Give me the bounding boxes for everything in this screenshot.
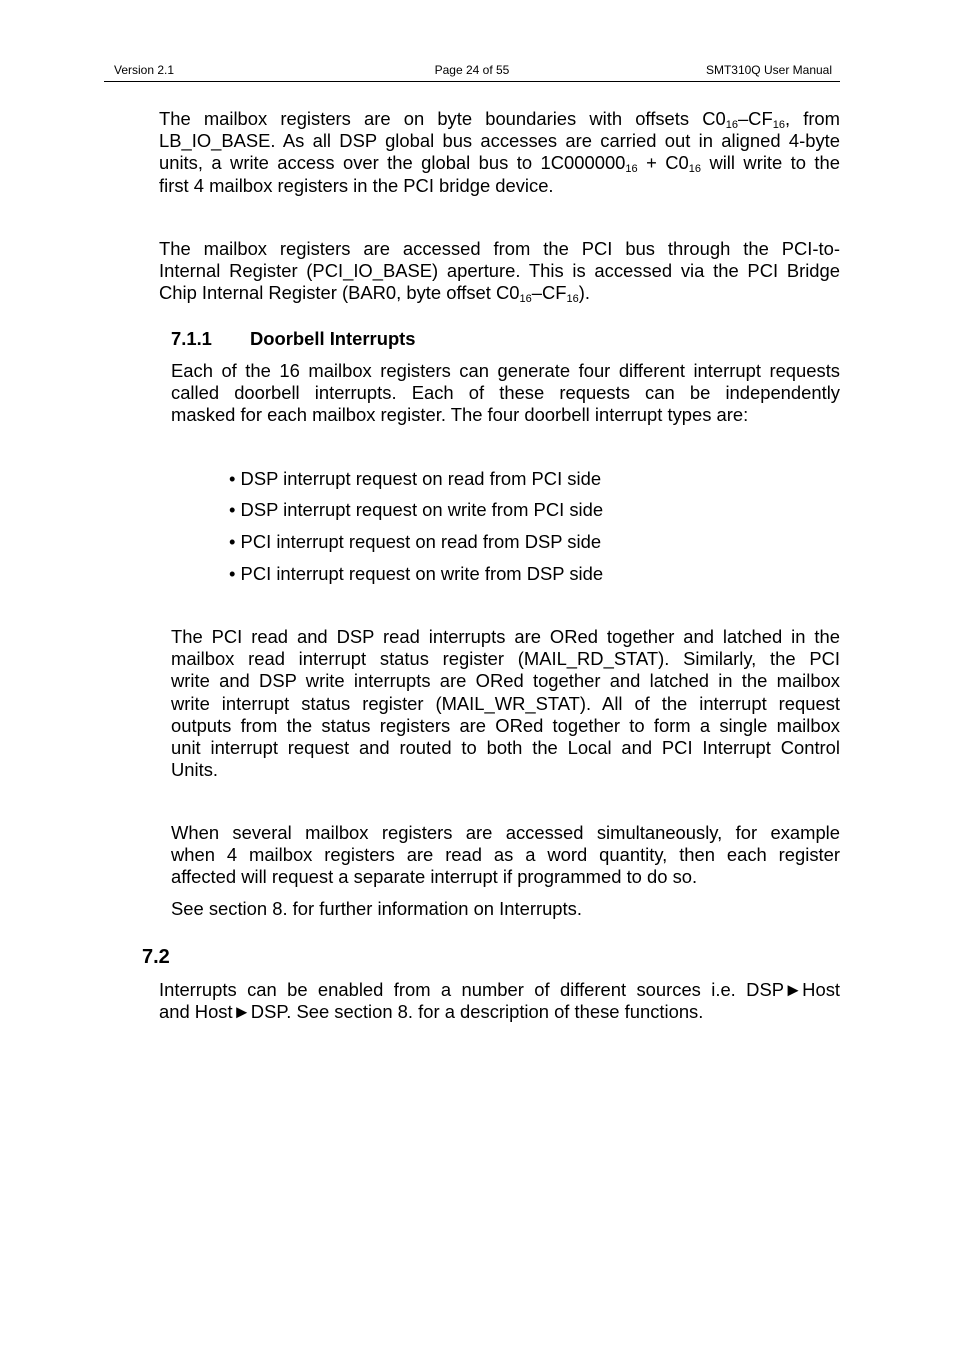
paragraph-see-section bbox=[171, 898, 840, 920]
section-heading-7-1-1 bbox=[171, 328, 416, 350]
text-line: when 4 mailbox registers are read as a word quantity, then each register bbox=[171, 844, 840, 866]
text-line: The PCI read and DSP read interrupts are ORed together and latched in the bbox=[171, 626, 840, 647]
list-item: • PCI interrupt request on write from DSP side bbox=[229, 563, 604, 584]
paragraph-mailbox-offsets bbox=[159, 108, 840, 197]
paragraph-interrupt-sources bbox=[159, 979, 840, 1023]
text-line: outputs from the status registers are ORed together to form a single mailbox bbox=[171, 714, 840, 736]
text-line: The mailbox registers are on byte boundaries with offsets $C0_{16}-CF_{16}$, from bbox=[159, 108, 840, 131]
list-item: • DSP interrupt request on read from PCI side bbox=[229, 468, 602, 489]
text-line: mailbox read interrupt status register (MAIL_RD_STAT). Similarly, the PCI bbox=[171, 648, 840, 670]
text-line: affected will request a separate interrupt if programmed to do so. bbox=[171, 866, 698, 888]
text-line: When several mailbox registers are accessed simultaneously, for example bbox=[171, 822, 840, 843]
list-item: • DSP interrupt request on write from PCI side bbox=[229, 499, 604, 520]
paragraph-pci-access bbox=[159, 238, 840, 305]
text-line: LB_IO_BASE. As all DSP global bus accesses are carried out in aligned 4-byte bbox=[159, 130, 840, 152]
paragraph-doorbell-intro bbox=[171, 360, 840, 427]
list-item: • PCI interrupt request on read from DSP side bbox=[229, 531, 602, 552]
section-number: 7.1.1 bbox=[171, 328, 212, 349]
paragraph-simultaneous-access bbox=[171, 822, 840, 889]
text-line: and Host►DSP. See section 8. for a description of these functions. bbox=[159, 1001, 704, 1023]
text-line: write and DSP write interrupts are ORed together and latched in the mailbox bbox=[171, 670, 840, 692]
text-line: Internal Register (PCI_IO_BASE) aperture. This is accessed via the PCI Bridge bbox=[159, 260, 840, 282]
page-header bbox=[104, 61, 840, 82]
section-heading-7-2: 7.2 bbox=[142, 946, 170, 968]
text-line: masked for each mailbox register. The four doorbell interrupt types are: bbox=[171, 404, 749, 426]
header-page-number: Page 24 of 55 bbox=[434, 63, 510, 77]
header-manual-title: SMT310Q User Manual bbox=[705, 63, 832, 77]
text-line: units, a write access over the global bus to $1C000000_{16} + C0_{16}$ will write to the bbox=[159, 152, 840, 176]
section-title: Doorbell Interrupts bbox=[250, 328, 416, 349]
text-line: See section 8. for further information on Interrupts. bbox=[171, 898, 582, 919]
text-line: called doorbell interrupts. Each of these requests can be independently bbox=[171, 382, 840, 404]
text-line: Each of the 16 mailbox registers can generate four different interrupt requests bbox=[171, 360, 840, 381]
text-line: Chip Internal Register (BAR0, byte offset $C0_{16}-CF_{16}$). bbox=[159, 282, 590, 306]
header-version: Version 2.1 bbox=[114, 63, 175, 77]
text-line: The mailbox registers are accessed from the PCI bus through the PCI-to- bbox=[159, 238, 840, 259]
text-line: unit interrupt request and routed to both the Local and PCI Interrupt Control bbox=[171, 737, 840, 759]
text-line: write interrupt status register (MAIL_WR_STAT). All of the interrupt request bbox=[171, 692, 840, 714]
text-line: Units. bbox=[171, 759, 219, 781]
paragraph-interrupt-status bbox=[171, 626, 840, 781]
text-line: Interrupts can be enabled from a number of different sources i.e. DSP►Host bbox=[159, 979, 840, 1000]
text-line: first 4 mailbox registers in the PCI bridge device. bbox=[159, 174, 554, 196]
